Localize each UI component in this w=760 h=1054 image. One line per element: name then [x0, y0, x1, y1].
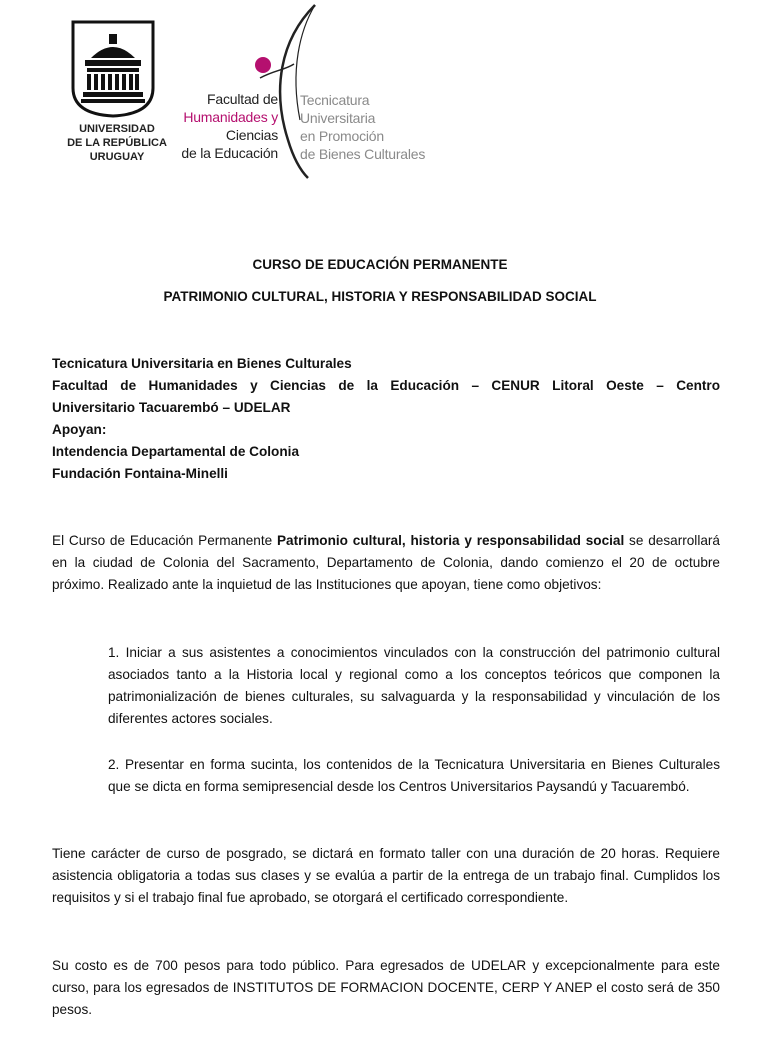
course-info-paragraph: Tiene carácter de curso de posgrado, se dictará en formato taller con una duración de 20 horas. Requiere asistencia obligatoria a todas sus clases y se evalúa a partir de la entrega de un trabajo final. Cumplidos los requisitos y si el trabajo final fue aprobado, se otorgará el certificado correspondiente.: [52, 846, 720, 905]
faculty-name-line: Facultad de: [207, 91, 278, 107]
cost-info-paragraph: Su costo es de 700 pesos para todo público. Para egresados de UDELAR y excepcionalmente para este curso, para los egresados de INSTITUTOS DE FORMACION DOCENTE, CERP Y ANEP el costo será de 350 pesos.: [52, 958, 720, 1017]
supporters-label: Apoyan:: [52, 422, 107, 437]
program-name-line: en Promoción: [300, 128, 384, 144]
university-name-line: DE LA REPÚBLICA: [67, 137, 167, 149]
organizer-line: Universitario Tacuarembó – UDELAR: [52, 400, 291, 415]
program-name-line: Universitaria: [300, 110, 376, 126]
udelar-logo: [62, 18, 172, 163]
supporter-line: Fundación Fontaina-Minelli: [52, 466, 228, 481]
objective-item: 1. Iniciar a sus asistentes a conocimientos vinculados con la construcción del patrimonio cultural asociados tanto a la Historia local y regional como a los conceptos teóricos que componen la patrimonialización de bienes culturales, su salvaguarda y la responsabilidad y vinculación de los diferentes actores sociales.: [108, 645, 720, 726]
intro-paragraph: [52, 530, 720, 596]
organizer-line: Tecnicatura Universitaria en Bienes Culturales: [52, 356, 352, 371]
intro-text-start: El Curso de Educación Permanente: [52, 533, 277, 548]
faculty-name-line: Ciencias: [225, 127, 278, 143]
university-name-line: URUGUAY: [89, 151, 145, 163]
intro-text-end: se desarrollará en la ciudad de Colonia del Sacramento, Departamento de Colonia, dando comienzo el 20 de octubre próximo. Realizado ante la inquietud de las Instituciones que apoyan, tiene como objetivos:: [52, 533, 720, 592]
organizers-block: [52, 353, 720, 485]
course-name-title: PATRIMONIO CULTURAL, HISTORIA Y RESPONSABILIDAD SOCIAL: [163, 289, 597, 304]
university-name-line: UNIVERSIDAD: [79, 123, 155, 135]
program-name-line: Tecnicatura: [300, 92, 370, 108]
objective-item: 2. Presentar en forma sucinta, los contenidos de la Tecnicatura Universitaria en Bienes Culturales que se dicta en forma semipresencial desde los Centros Universitarios Paysandú y Tacuarembó.: [108, 757, 720, 794]
organizer-line: Facultad de Humanidades y Ciencias de la Educación – CENUR Litoral Oeste – Centro: [52, 378, 720, 393]
intro-course-name: Patrimonio cultural, historia y responsabilidad social: [276, 533, 625, 548]
course-type-title: CURSO DE EDUCACIÓN PERMANENTE: [252, 257, 508, 272]
faculty-name-line: Humanidades y: [183, 109, 278, 125]
supporter-line: Intendencia Departamental de Colonia: [52, 444, 300, 459]
faculty-name-line: de la Educación: [181, 145, 278, 161]
program-name-line: de Bienes Culturales: [300, 146, 426, 162]
faculty-logo: [160, 0, 460, 180]
udelar-crest-icon: [69, 18, 157, 118]
